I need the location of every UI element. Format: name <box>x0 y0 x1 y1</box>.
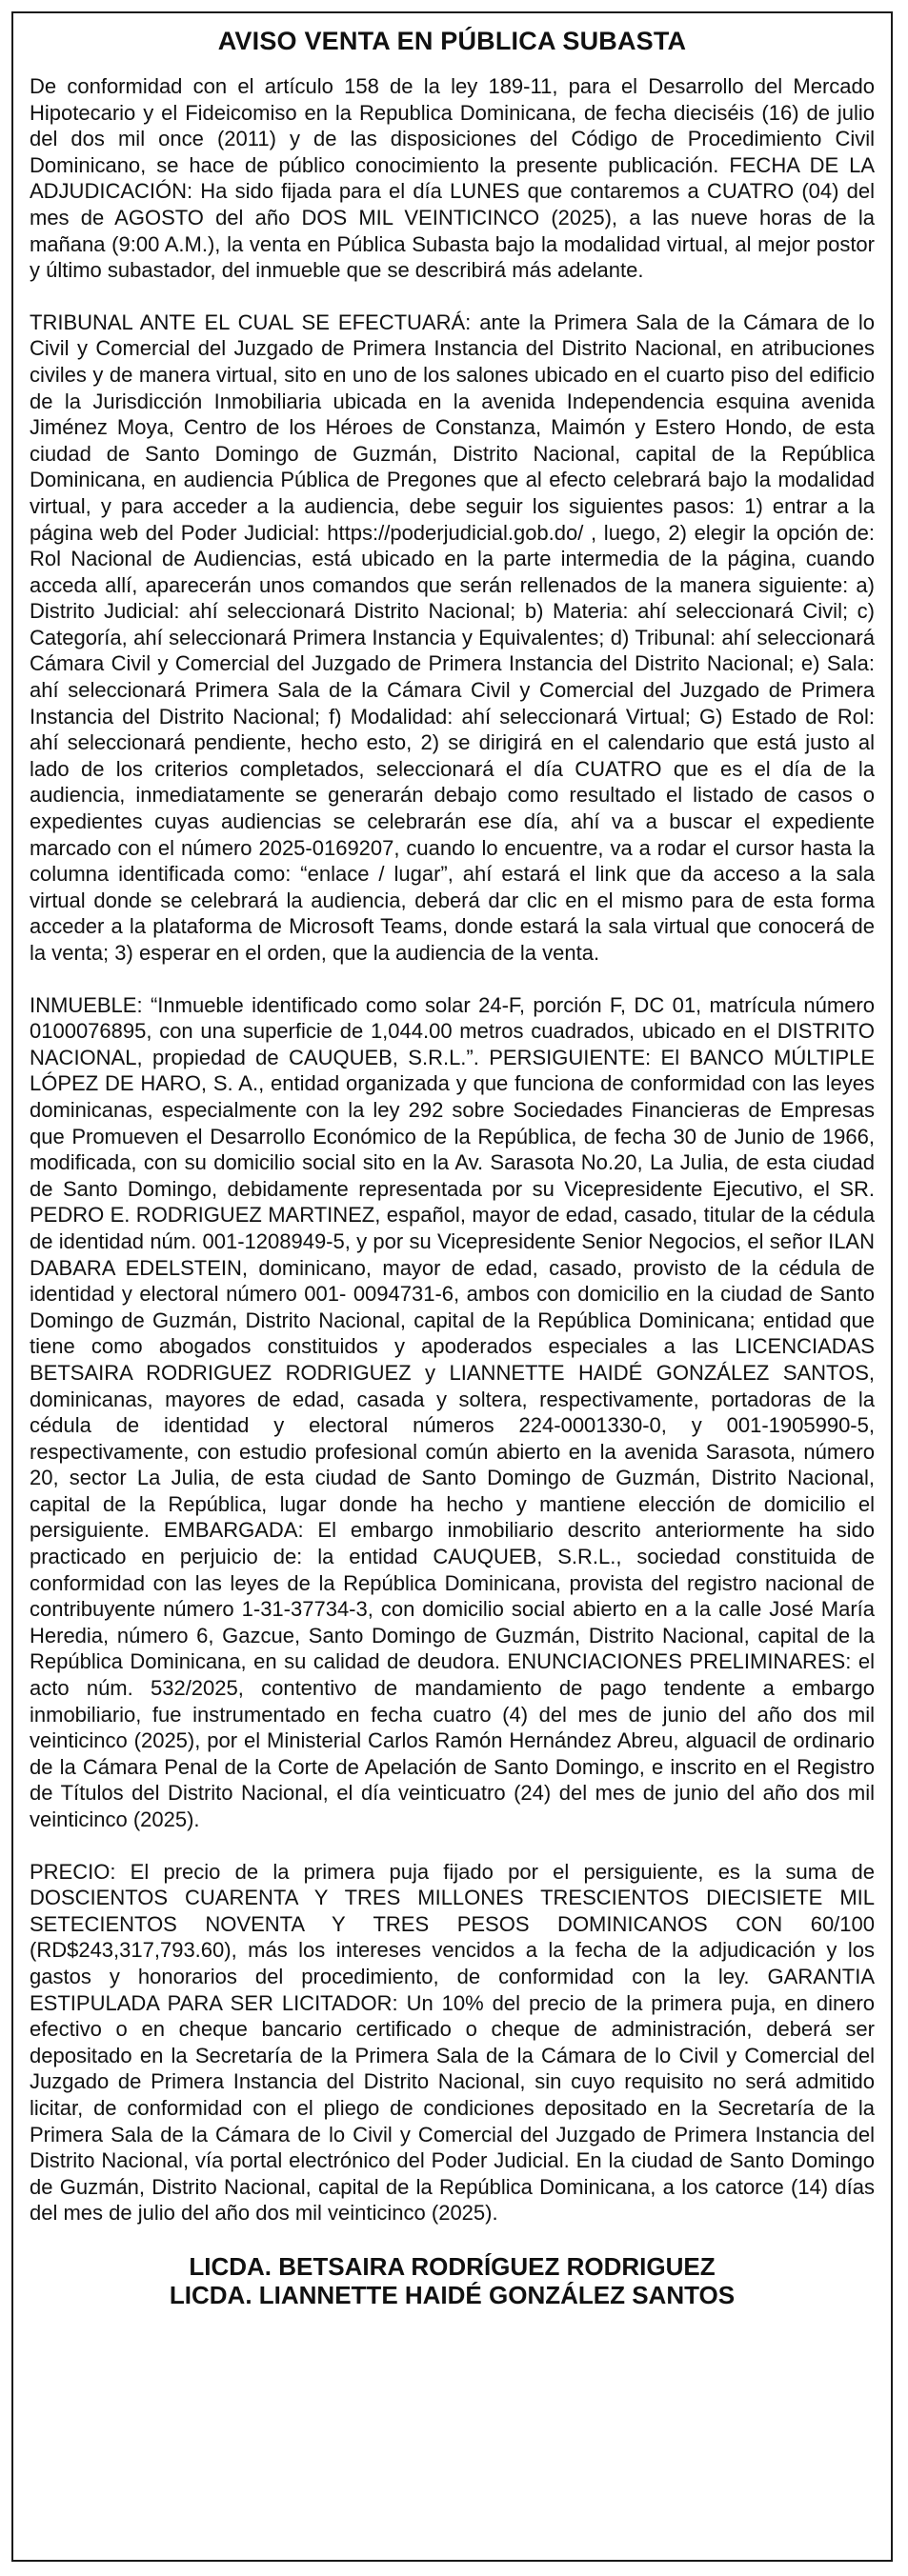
notice-title: AVISO VENTA EN PÚBLICA SUBASTA <box>217 27 687 55</box>
paragraph-tribunal: TRIBUNAL ANTE EL CUAL SE EFECTUARÁ: ante la Primera Sala de la Cámara de lo Civil y Comercial del Juzgado de Primera Instancia del Distrito Nacional, en atribuciones civiles y de manera virtual, sito en uno de los salones ubicado en el cuarto piso del edificio de la Jurisdicción Inmobiliaria ubicada en la avenida Independencia esquina avenida Jiménez Moya, Centro de los Héroes de Constanza, Maimón y Estero Hondo, de esta ciudad de Santo Domingo de Guzmán, Distrito Nacional, capital de la República Dominicana, en audiencia Pública de Pregones que al efecto celebrará bajo la modalidad virtual, y para acceder a la audiencia, debe seguir los siguientes pasos: 1) entrar a la página web del Poder Judicial: https://poderjudicial.gob.do/ , luego, 2) elegir la opción de: Rol Nacional de Audiencias, está ubicado en la parte intermedia de la página, cuando acceda allí, aparecerán unos comandos que serán rellenados de la manera siguiente: a) Distrito Judicial: ahí seleccionará Distrito Nacional; b) Materia: ahí seleccionará Civil; c) Categoría, ahí seleccionará Primera Instancia y Equivalentes; d) Tribunal: ahí seleccionará Cámara Civil y Comercial del Juzgado de Primera Instancia del Distrito Nacional; e) Sala: ahí seleccionará Primera Sala de la Cámara Civil y Comercial del Juzgado de Primera Instancia del Distrito Nacional; f) Modalidad: ahí seleccionará Virtual; G) Estado de Rol: ahí seleccionará pendiente, hecho esto, 2) se dirigirá en el calendario que está justo al lado de los criterios completados, seleccionará el día CUATRO que es el día de la audiencia, inmediatamente se generarán debajo como resultado el listado de casos o expedientes cuyas audiencias se celebrarán ese día, ahí va a buscar el expediente marcado con el número 2025-0169207, cuando lo encuentre, va a rodar el cursor hasta la columna identificada como: “enlace / lugar”, ahí estará el link que da acceso a la sala virtual donde se celebrará la audiencia, deberá dar clic en el mismo para de esta forma acceder a la plataforma de Microsoft Teams, donde estará la sala virtual que conocerá de la venta; 3) esperar en el orden, que la audiencia de la venta. <box>30 310 875 965</box>
signature-betsaira: LICDA. BETSAIRA RODRÍGUEZ RODRIGUEZ <box>189 2251 716 2281</box>
notice-content <box>13 13 891 2309</box>
paragraph-property: INMUEBLE: “Inmueble identificado como solar 24-F, porción F, DC 01, matrícula número 0100076895, con una superficie de 1,044.00 metros cuadrados, ubicado en el DISTRITO NACIONAL, propiedad de CAUQUEB, S.R.L.”. PERSIGUIENTE: El BANCO MÚLTIPLE LÓPEZ DE HARO, S. A., entidad organizada y que funciona de conformidad con las leyes dominicanas, especialmente con la ley 292 sobre Sociedades Financieras de Empresas que Promueven el Desarrollo Económico de la República, de fecha 30 de Junio de 1966, modificada, con su domicilio social sito en la Av. Sarasota No.20, La Julia, de esta ciudad de Santo Domingo, debidamente representada por su Vicepresidente Ejecutivo, el SR. PEDRO E. RODRIGUEZ MARTINEZ, español, mayor de edad, casado, titular de la cédula de identidad núm. 001-1208949-5, y por su Vicepresidente Senior Negocios, el señor ILAN DABARA EDELSTEIN, dominicano, mayor de edad, casado, provisto de la cédula de identidad y electoral número 001- 0094731-6, ambos con domicilio en la ciudad de Santo Domingo de Guzmán, Distrito Nacional, capital de la República Dominicana; entidad que tiene como abogados constituidos y apoderados especiales a las LICENCIADAS BETSAIRA RODRIGUEZ RODRIGUEZ y LIANNETTE HAIDÉ GONZÁLEZ SANTOS, dominicanas, mayores de edad, casada y soltera, respectivamente, portadoras de la cédula de identidad y electoral números 224-0001330-0, y 001-1905990-5, respectivamente, con estudio profesional común abierto en la avenida Sarasota, número 20, sector La Julia, de esta ciudad de Santo Domingo de Guzmán, Distrito Nacional, capital de la República, lugar donde ha hecho y mantiene elección de domicilio el persiguiente. EMBARGADA: El embargo inmobiliario descrito anteriormente ha sido practicado en perjuicio de: la entidad CAUQUEB, S.R.L., sociedad constituida de conformidad con las leyes de la República Dominicana, provista del registro nacional de contribuyente número 1-31-37734-3, con domicilio social abierto en a la calle José María Heredia, número 6, Gazcue, Santo Domingo de Guzmán, Distrito Nacional, capital de la República Dominicana, en su calidad de deudora. ENUNCIACIONES PRELIMINARES: el acto núm. 532/2025, contentivo de mandamiento de pago tendente a embargo inmobiliario, fue instrumentado en fecha cuatro (4) del mes de junio del año dos mil veinticinco (2025), por el Ministerial Carlos Ramón Hernández Abreu, alguacil de ordinario de la Cámara Penal de la Corte de Apelación de Santo Domingo, e inscrito en el Registro de Títulos del Distrito Nacional, el día veinticuatro (24) del mes de junio del año dos mil veinticinco (2025). <box>30 992 875 1831</box>
notice-frame <box>11 11 893 2562</box>
signature-liannette: LICDA. LIANNETTE HAIDÉ GONZÁLEZ SANTOS <box>169 2280 736 2309</box>
paragraph-price: PRECIO: El precio de la primera puja fijado por el persiguiente, es la suma de DOSCIENTOS CUARENTA Y TRES MILLONES TRESCIENTOS DIECISIETE MIL SETECIENTOS NOVENTA Y TRES PESOS DOMINICANOS CON 60/100 (RD$243,317,793.60), más los intereses vencidos a la fecha de la adjudicación y los gastos y honorarios del procedimiento, de conformidad con la ley. GARANTIA ESTIPULADA PARA SER LICITADOR: Un 10% del precio de la primera puja, en dinero efectivo o en cheque bancario certificado o cheque de administración, deberá ser depositado en la Secretaría de la Primera Sala de la Cámara de lo Civil y Comercial del Juzgado de Primera Instancia del Distrito Nacional, sin cuyo requisito no será admitido licitar, de conformidad con el pliego de condiciones depositado en la Secretaría de la Primera Sala de la Cámara de lo Civil y Comercial del Juzgado de Primera Instancia del Distrito Nacional, vía portal electrónico del Poder Judicial. En la ciudad de Santo Domingo de Guzmán, Distrito Nacional, capital de la República Dominicana, a los catorce (14) días del mes de julio del año dos mil veinticinco (2025). <box>30 1859 875 2226</box>
paragraph-adjudication-date: De conformidad con el artículo 158 de la ley 189-11, para el Desarrollo del Mercado Hipotecario y el Fideicomiso en la Republica Dominicana, de fecha dieciséis (16) de julio del dos mil once (2011) y de las disposiciones del Código de Procedimiento Civil Dominicano, se hace de público conocimiento la presente publicación. FECHA DE LA ADJUDICACIÓN: Ha sido fijada para el día LUNES que contaremos a CUATRO (04) del mes de AGOSTO del año DOS MIL VEINTICINCO (2025), a las nueve horas de la mañana (9:00 A.M.), la venta en Pública Subasta bajo la modalidad virtual, al mejor postor y último subastador, del inmueble que se describirá más adelante. <box>30 74 875 283</box>
signature-block <box>30 2252 875 2309</box>
